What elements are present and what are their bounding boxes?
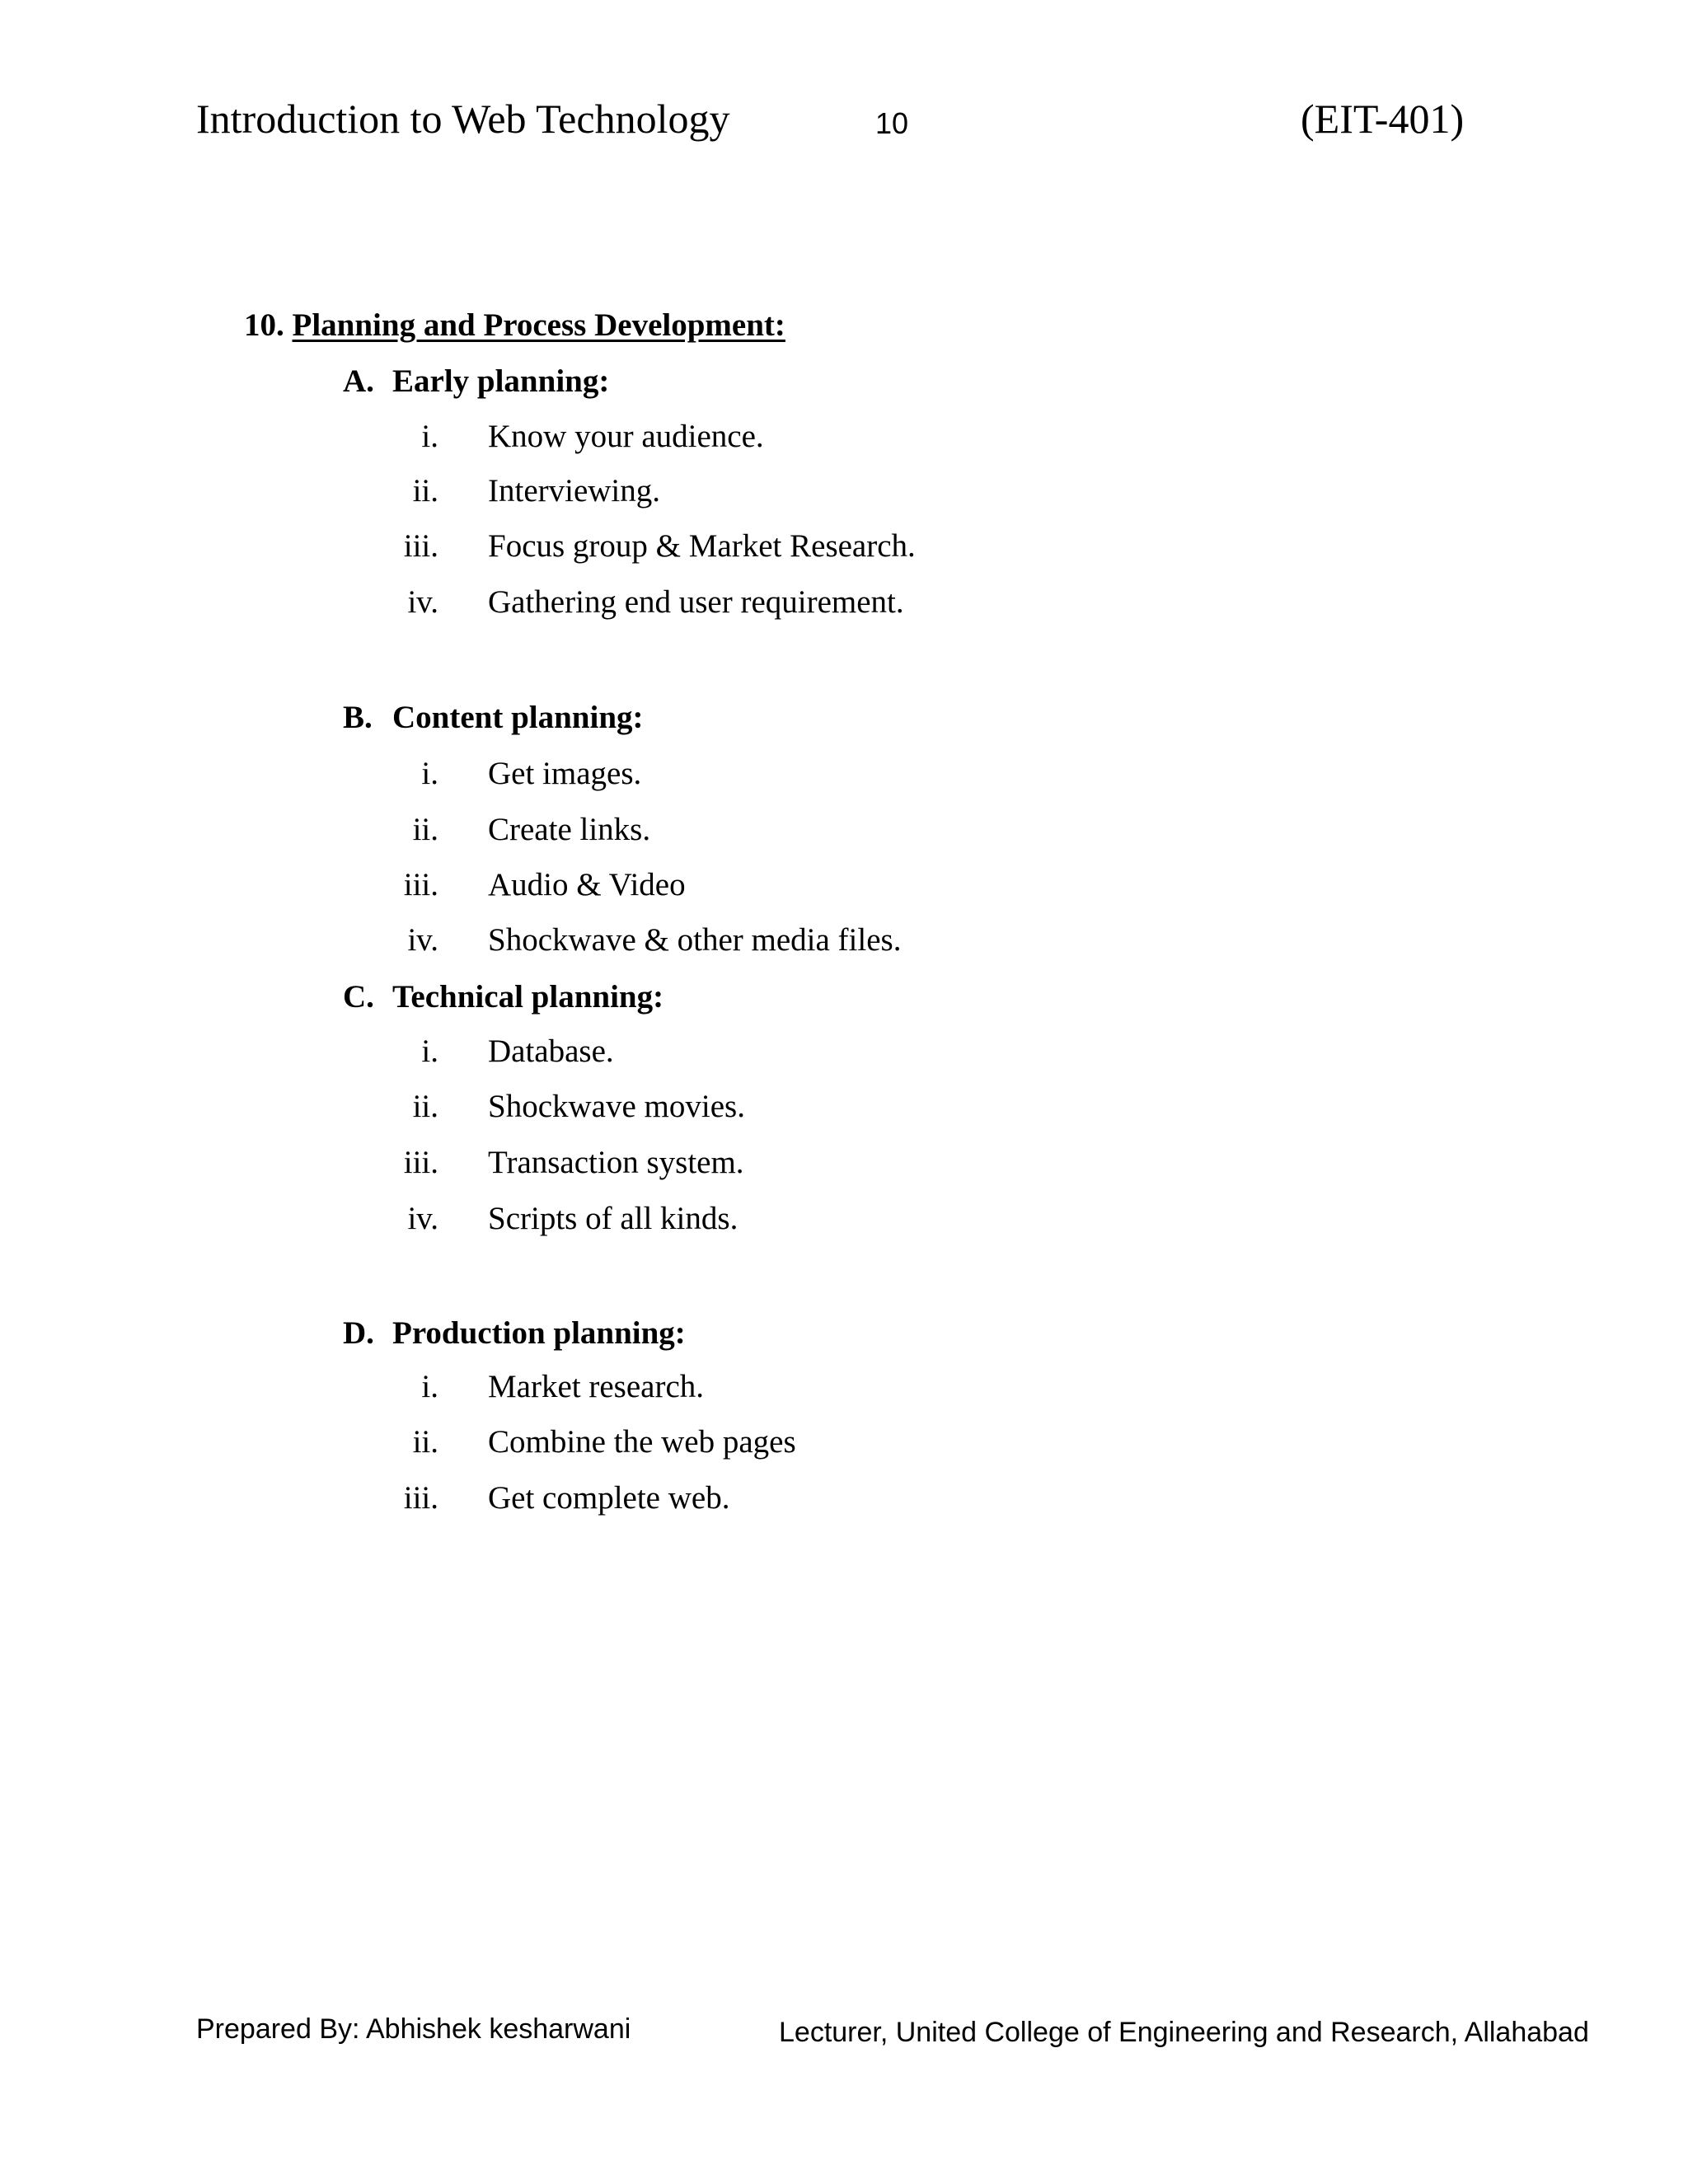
item-text: Audio & Video — [488, 867, 686, 902]
item-numeral: iii. — [403, 867, 438, 902]
list-item — [363, 809, 650, 851]
subsection-letter: C. — [343, 979, 374, 1015]
list-item — [363, 1142, 744, 1183]
item-text: Get complete web. — [488, 1480, 730, 1516]
list-item — [363, 920, 901, 961]
list-item — [363, 582, 904, 623]
item-text: Scripts of all kinds. — [488, 1201, 738, 1236]
item-text: Interviewing. — [488, 473, 661, 509]
subsection-letter: D. — [343, 1315, 374, 1351]
item-numeral: i. — [421, 419, 438, 454]
subsection-heading-early-planning — [343, 361, 609, 402]
list-item — [363, 865, 686, 906]
item-numeral: i. — [421, 756, 438, 791]
item-numeral: iii. — [403, 1480, 438, 1516]
footer-affiliation: Lecturer, United College of Engineering and Research, Allahabad — [779, 2017, 1589, 2048]
section-number: 10. — [244, 307, 284, 343]
section-heading — [244, 305, 785, 346]
item-numeral: ii. — [412, 812, 438, 847]
list-item — [363, 416, 764, 457]
item-text: Database. — [488, 1033, 614, 1069]
item-text: Know your audience. — [488, 419, 764, 454]
item-numeral: i. — [421, 1369, 438, 1404]
item-numeral: ii. — [412, 1424, 438, 1460]
course-code: (EIT-401) — [1301, 96, 1465, 142]
item-text: Shockwave & other media files. — [488, 922, 902, 958]
item-text: Shockwave movies. — [488, 1089, 745, 1124]
item-text: Create links. — [488, 812, 651, 847]
item-numeral: ii. — [412, 473, 438, 509]
subsection-heading-content-planning — [343, 697, 644, 738]
list-item — [363, 1422, 796, 1463]
item-text: Get images. — [488, 756, 642, 791]
footer-prepared-by: Prepared By: Abhishek kesharwani — [196, 2013, 631, 2045]
subsection-title: Technical planning: — [392, 979, 664, 1015]
item-text: Focus group & Market Research. — [488, 528, 916, 564]
item-text: Market research. — [488, 1369, 705, 1404]
item-text: Transaction system. — [488, 1145, 744, 1180]
item-text: Gathering end user requirement. — [488, 584, 904, 620]
subsection-heading-technical-planning — [343, 977, 663, 1018]
item-numeral: iii. — [403, 1145, 438, 1180]
subsection-letter: A. — [343, 363, 374, 399]
subsection-title: Content planning: — [392, 700, 644, 735]
item-numeral: iii. — [403, 528, 438, 564]
item-numeral: iv. — [407, 922, 438, 958]
item-numeral: ii. — [412, 1089, 438, 1124]
item-text: Combine the web pages — [488, 1424, 796, 1460]
list-item — [363, 1086, 745, 1127]
subsection-title: Early planning: — [392, 363, 610, 399]
subsection-heading-production-planning — [343, 1313, 686, 1354]
item-numeral: iv. — [407, 1201, 438, 1236]
item-numeral: iv. — [407, 584, 438, 620]
list-item — [363, 1478, 729, 1519]
document-title: Introduction to Web Technology — [196, 96, 730, 142]
section-title: Planning and Process Development: — [292, 307, 785, 343]
item-numeral: i. — [421, 1033, 438, 1069]
list-item — [363, 1198, 738, 1240]
list-item — [363, 471, 660, 512]
subsection-title: Production planning: — [392, 1315, 686, 1351]
list-item — [363, 1031, 614, 1072]
subsection-letter: B. — [343, 700, 373, 735]
list-item — [363, 526, 916, 567]
page-number: 10 — [875, 106, 909, 140]
list-item — [363, 753, 641, 794]
list-item — [363, 1366, 704, 1408]
